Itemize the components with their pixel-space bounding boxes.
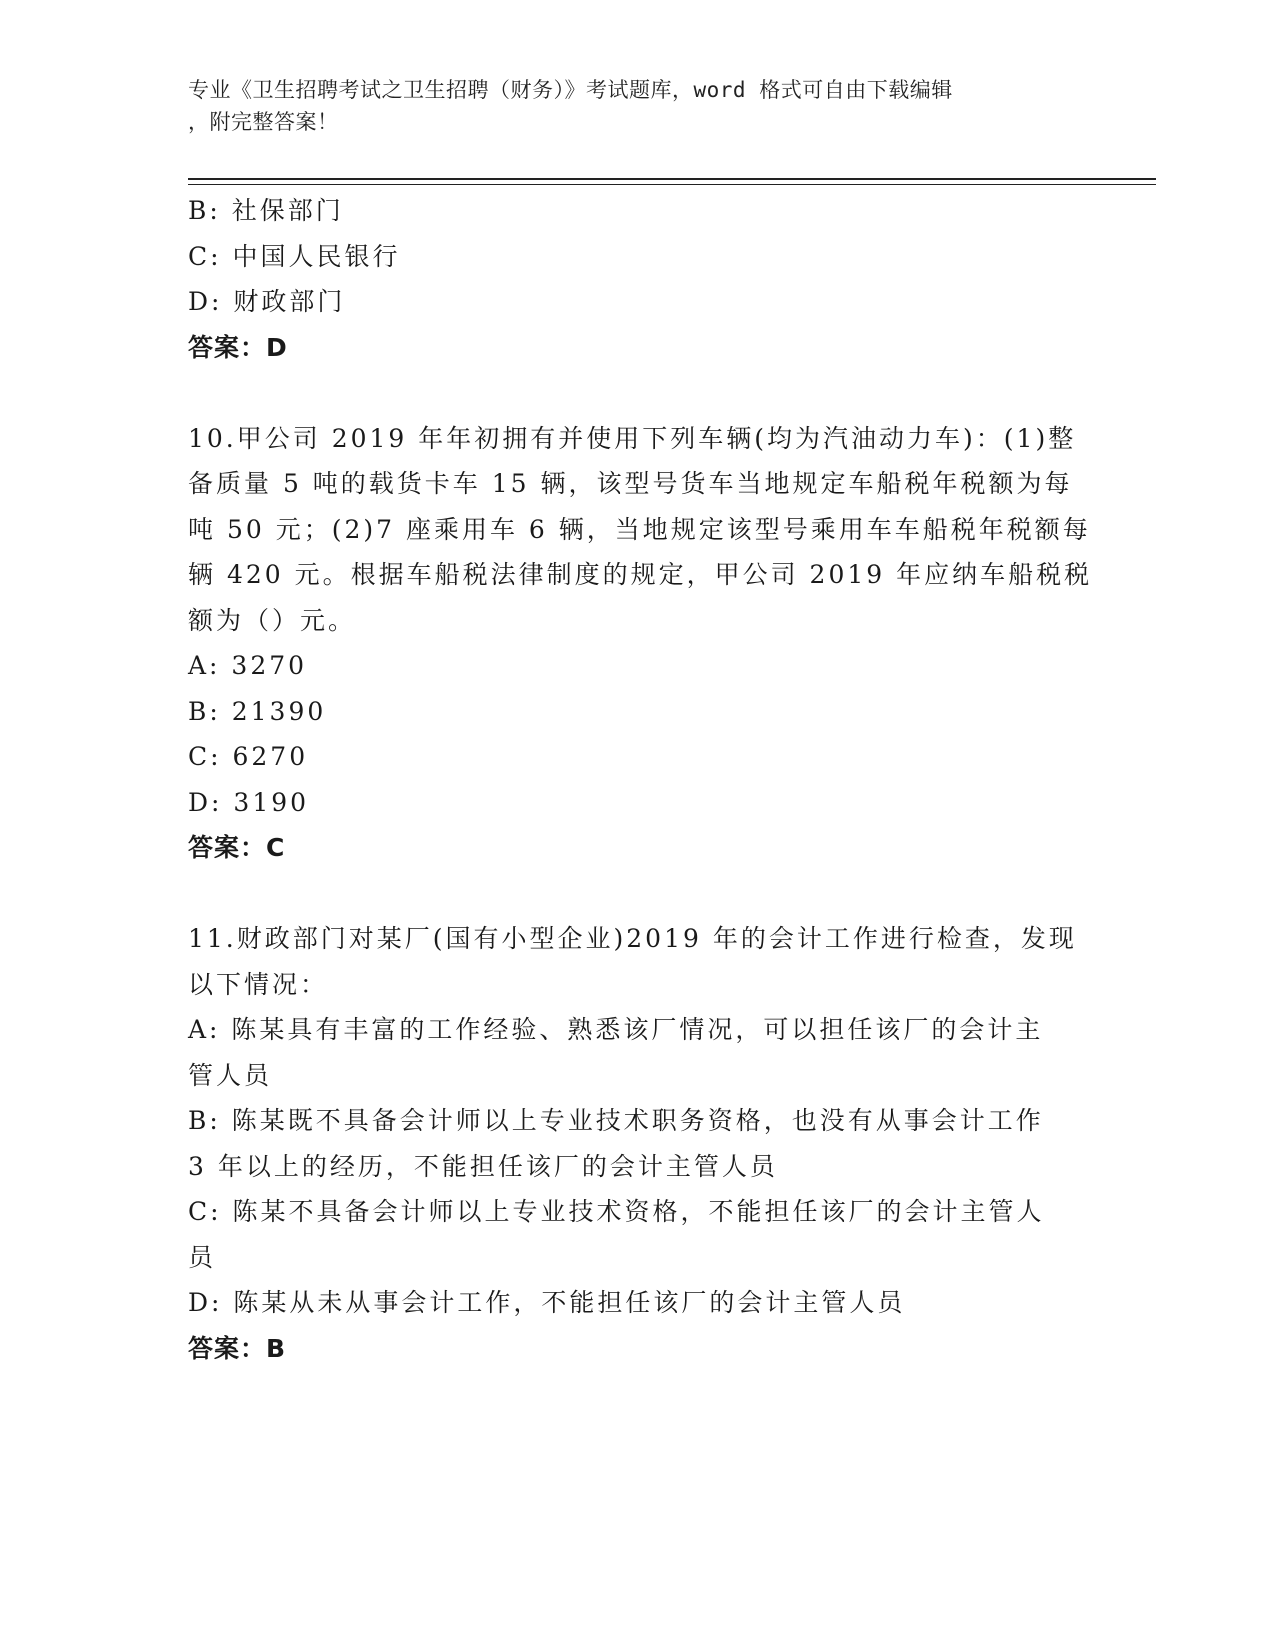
spacer	[188, 370, 1088, 416]
question-stem-line: 备质量 5 吨的载货卡车 15 辆，该型号货车当地规定车船税年税额为每	[188, 469, 1073, 498]
question-stem-line: 10.甲公司 2019 年年初拥有并使用下列车辆(均为汽油动力车)：(1)整	[188, 423, 1077, 453]
document-body	[188, 188, 1093, 1371]
option-a: A: 陈某具有丰富的工作经验、熟悉该厂情况，可以担任该厂的会计主	[188, 1015, 1044, 1044]
option-a: A: 3270	[188, 651, 308, 680]
option-b: B: 21390	[188, 696, 327, 726]
question-stem-line: 以下情况：	[188, 969, 329, 999]
option-b-continued: 3 年以上的经历，不能担任该厂的会计主管人员	[188, 1151, 778, 1181]
answer: 答案：D	[188, 332, 288, 362]
question-9-tail	[188, 188, 1088, 370]
option-d: D: 3190	[188, 787, 310, 817]
spacer	[188, 871, 1088, 917]
question-stem-line: 吨 50 元；(2)7 座乘用车 6 辆，当地规定该型号乘用车车船税年税额每	[188, 514, 1091, 544]
header-line-1: 专业《卫生招聘考试之卫生招聘（财务）》考试题库，word 格式可自由下载编辑	[188, 78, 953, 102]
question-stem-line: 11.财政部门对某厂(国有小型企业)2019 年的会计工作进行检查，发现	[188, 924, 1077, 953]
header-line-2: ，附完整答案！	[188, 110, 339, 134]
question-10	[188, 416, 1093, 871]
option-c: C: 6270	[188, 742, 309, 771]
question-stem-line: 额为（）元。	[188, 605, 357, 635]
option-d: D: 财政部门	[188, 287, 346, 316]
document-header	[188, 74, 1088, 138]
answer: 答案：B	[188, 1333, 287, 1363]
option-c: C: 中国人民银行	[188, 241, 401, 271]
option-d: D: 陈某从未从事会计工作，不能担任该厂的会计主管人员	[188, 1288, 906, 1317]
option-c-continued: 员	[188, 1242, 217, 1272]
option-a-continued: 管人员	[188, 1060, 273, 1090]
option-b: B: 社保部门	[188, 196, 344, 225]
question-stem-line: 辆 420 元。根据车船税法律制度的规定，甲公司 2019 年应纳车船税税	[188, 560, 1093, 589]
option-c: C: 陈某不具备会计师以上专业技术资格，不能担任该厂的会计主管人	[188, 1197, 1045, 1226]
question-11	[188, 916, 1088, 1371]
header-rule-thick	[188, 178, 1156, 180]
option-b: B: 陈某既不具备会计师以上专业技术职务资格，也没有从事会计工作	[188, 1106, 1044, 1135]
header-rule-thin	[188, 184, 1156, 185]
answer: 答案：C	[188, 833, 286, 862]
